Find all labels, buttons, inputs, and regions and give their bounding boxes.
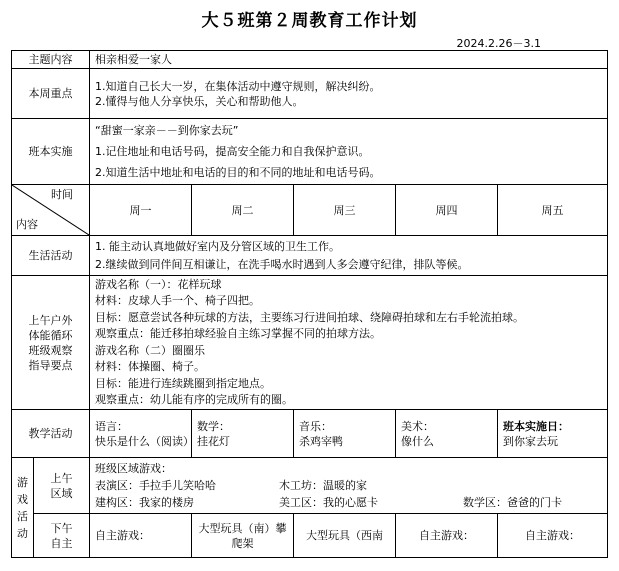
teaching-thu-content: 像什么 <box>401 434 434 448</box>
outdoor-line-5: 游戏名称（二）圈圈乐 <box>95 343 205 357</box>
game-area-art: 美工区：我的心愿卡 <box>279 496 378 509</box>
game-label-char-2: 戏 <box>17 492 28 506</box>
teaching-tue-subject: 数学： <box>197 419 230 433</box>
day-wed: 周三 <box>294 185 396 236</box>
outdoor-line-3: 目标：愿意尝试各种玩球的方法，主要练习行进间拍球、绕障碍拍球和左右手轮流拍球。 <box>95 310 524 324</box>
weekly-focus-label: 本周重点 <box>12 69 90 119</box>
outdoor-content <box>90 276 608 410</box>
date-range: 2024.2.26－3.1 <box>456 37 541 50</box>
teaching-fri <box>498 410 608 458</box>
game-morning-label <box>34 458 90 514</box>
header-time: 时间 <box>51 188 73 201</box>
class-impl-line-1: “甜蜜一家亲－－到你家去玩” <box>95 124 239 137</box>
outdoor-label-4: 指导要点 <box>28 358 73 372</box>
game-area-math: 数学区：爸爸的门卡 <box>463 496 562 509</box>
outdoor-line-1: 游戏名称（一）：花样玩球 <box>95 277 222 291</box>
game-area-construction: 建构区：我家的楼房 <box>95 496 194 509</box>
life-line-1: 1. 能主动认真地做好室内及分管区域的卫生工作。 <box>95 239 340 253</box>
game-morning-content <box>90 458 608 514</box>
header-content: 内容 <box>16 218 38 231</box>
teaching-row <box>12 410 608 458</box>
game-morning-label-2: 区域 <box>50 486 73 500</box>
life-line-2: 2.继续做到同伴间互相谦让，在洗手喝水时遇到人多会遵守纪律，排队等候。 <box>95 257 469 271</box>
outdoor-line-4: 观察重点：能迁移拍球经验自主练习掌握不同的拍球方法。 <box>95 327 381 340</box>
game-afternoon-label <box>34 514 90 558</box>
life-content <box>90 236 608 276</box>
outdoor-label <box>12 276 90 410</box>
game-area-row-1 <box>95 477 602 494</box>
game-area-row-2 <box>95 494 602 511</box>
game-afternoon-label-1: 下午 <box>50 521 73 535</box>
life-row <box>12 236 608 276</box>
day-mon: 周一 <box>90 185 192 236</box>
theme-row <box>12 51 608 69</box>
header-row <box>12 185 608 236</box>
game-area-woodwork: 木工坊：温暖的家 <box>279 479 367 492</box>
game-label-char-3: 活 <box>17 509 28 523</box>
outdoor-line-8: 观察重点：幼儿能有序的完成所有的圈。 <box>95 393 293 406</box>
outdoor-label-2: 体能循环 <box>28 328 73 342</box>
game-label-char-4: 动 <box>17 526 28 540</box>
teaching-thu-subject: 美术： <box>401 419 434 433</box>
time-content-header <box>12 185 90 236</box>
outdoor-label-1: 上午户外 <box>28 313 73 327</box>
game-afternoon-wed: 大型玩具（西南 <box>294 514 396 558</box>
game-afternoon-row <box>12 514 608 558</box>
game-area-performance: 表演区：手拉手儿笑哈哈 <box>95 479 216 492</box>
class-impl-content <box>90 119 608 185</box>
weekly-focus-line-1: 1.知道自己长大一岁，在集体活动中遵守规则，解决纠纷。 <box>95 79 381 93</box>
game-afternoon-label-2: 自主 <box>50 536 73 550</box>
class-impl-line-3: 2.知道生活中地址和电话的目的和不同的地址和电话号码。 <box>95 166 381 179</box>
game-afternoon-fri: 自主游戏： <box>498 514 608 558</box>
outdoor-line-6: 材料：体操圈、椅子。 <box>95 360 205 373</box>
teaching-fri-subject: 班本实施日： <box>503 419 569 433</box>
life-label: 生活活动 <box>12 236 90 276</box>
game-label-char-1: 游 <box>17 475 28 489</box>
teaching-tue-content: 挂花灯 <box>197 434 230 448</box>
class-impl-row <box>12 119 608 185</box>
page-title: 大５班第２周教育工作计划 <box>201 11 418 31</box>
theme-label: 主题内容 <box>12 51 90 69</box>
teaching-mon-subject: 语言： <box>95 419 128 433</box>
outdoor-label-3: 班级观察 <box>28 343 73 357</box>
game-label <box>12 458 34 558</box>
outdoor-line-2: 材料：皮球人手一个、椅子四把。 <box>95 294 260 307</box>
teaching-thu <box>396 410 498 458</box>
plan-table <box>11 50 608 558</box>
day-thu: 周四 <box>396 185 498 236</box>
teaching-tue <box>192 410 294 458</box>
class-impl-line-2: 1.记住地址和电话号码，提高安全能力和自我保护意识。 <box>95 145 370 158</box>
teaching-fri-content: 到你家去玩 <box>503 434 558 448</box>
game-morning-row <box>12 458 608 514</box>
game-morning-label-1: 上午 <box>50 471 73 485</box>
teaching-mon <box>90 410 192 458</box>
teaching-wed-subject: 音乐： <box>299 419 332 433</box>
day-fri: 周五 <box>498 185 608 236</box>
game-afternoon-tue: 大型玩具（南）攀爬架 <box>192 514 294 558</box>
teaching-mon-content: 快乐是什么（阅读） <box>95 434 194 448</box>
game-afternoon-mon: 自主游戏： <box>90 514 192 558</box>
weekly-focus-row <box>12 69 608 119</box>
day-tue: 周二 <box>192 185 294 236</box>
theme-value: 相亲相爱一家人 <box>90 51 608 69</box>
teaching-wed-content: 杀鸡宰鸭 <box>299 434 343 448</box>
teaching-label: 教学活动 <box>12 410 90 458</box>
game-morning-title: 班级区域游戏： <box>95 462 172 475</box>
weekly-focus-content <box>90 69 608 119</box>
game-afternoon-thu: 自主游戏： <box>396 514 498 558</box>
class-impl-label: 班本实施 <box>12 119 90 185</box>
teaching-wed <box>294 410 396 458</box>
outdoor-row <box>12 276 608 410</box>
outdoor-line-7: 目标：能进行连续跳圈到指定地点。 <box>95 376 271 390</box>
weekly-focus-line-2: 2.懂得与他人分享快乐，关心和帮助他人。 <box>95 94 304 108</box>
